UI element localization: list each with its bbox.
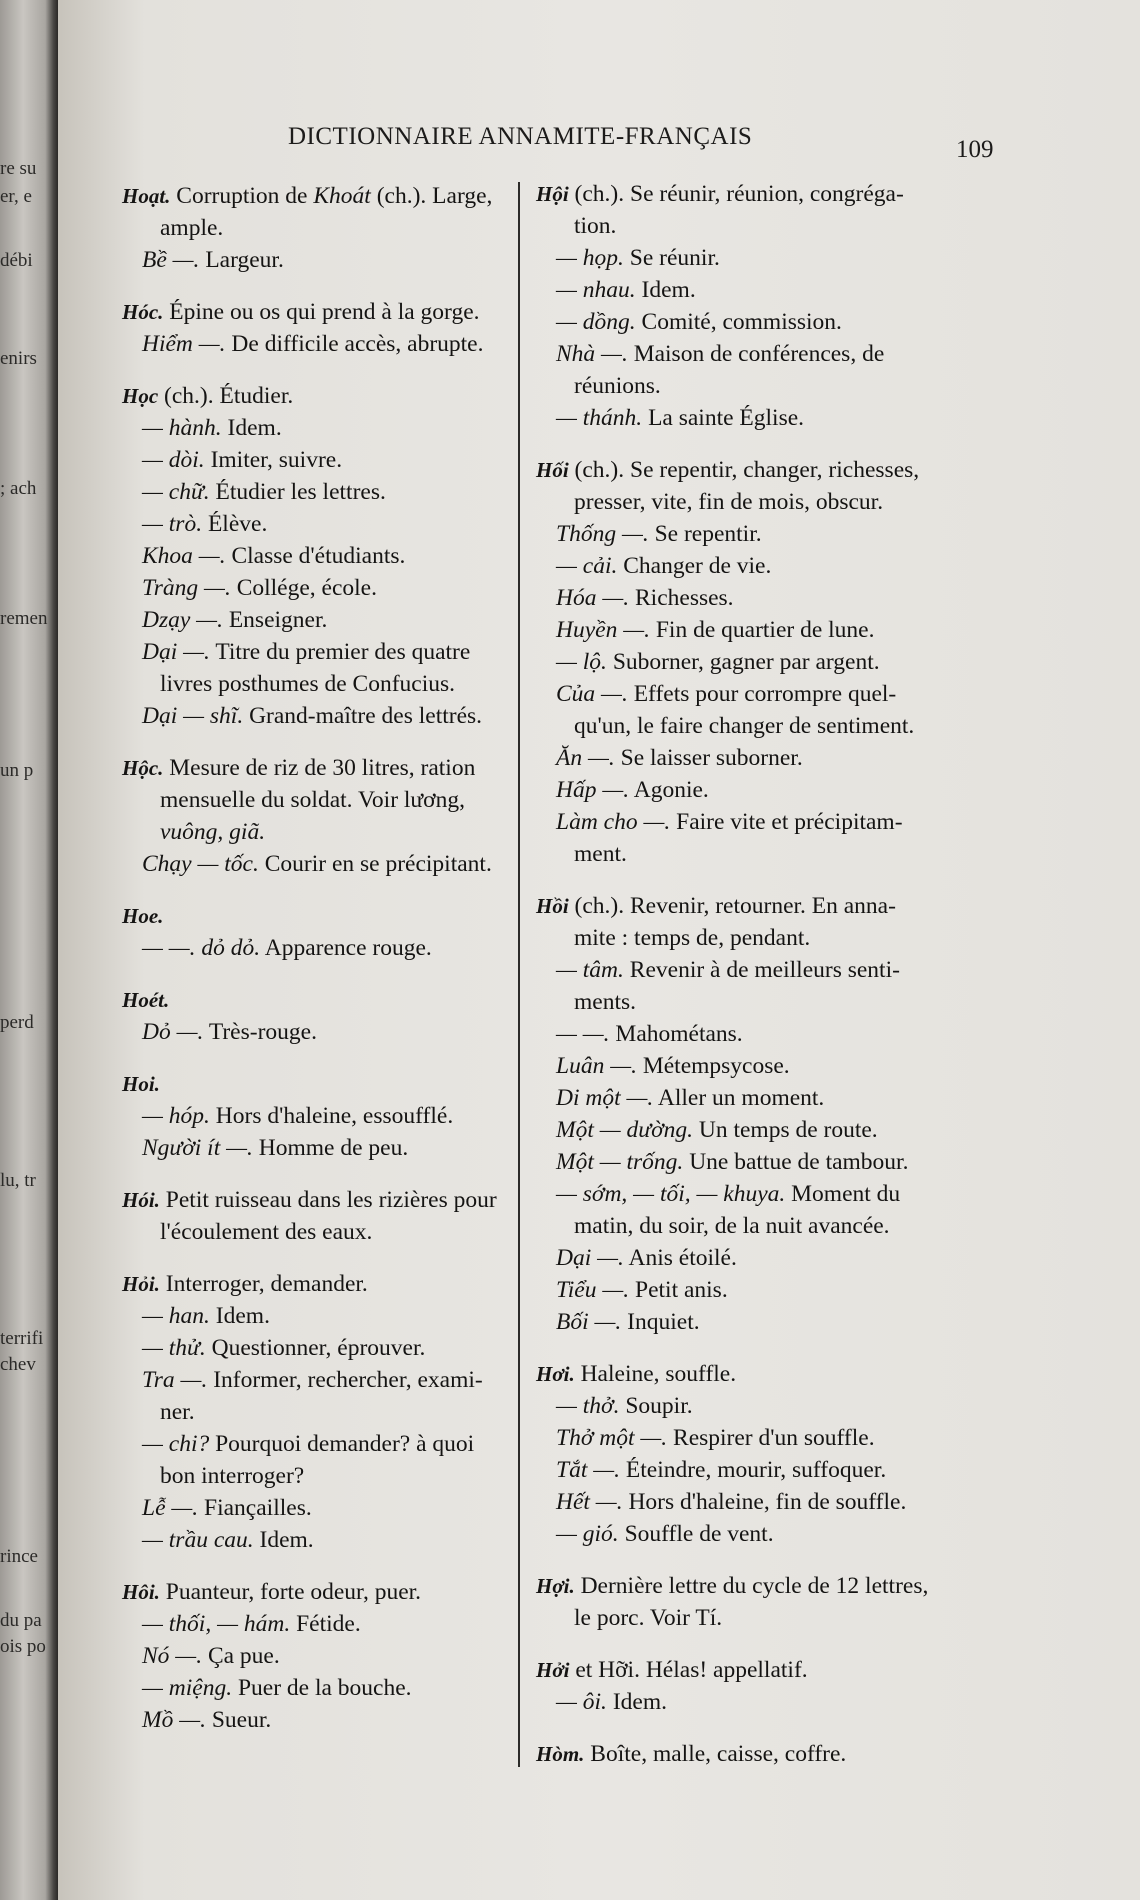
sub-entry-definition: Idem. — [215, 1303, 270, 1329]
sub-entry — [536, 338, 1046, 370]
entry-head-line: Hôi. Puanteur, forte odeur, puer. — [122, 1579, 422, 1605]
facing-page-fragment: du pa — [0, 1610, 42, 1631]
sub-entry — [122, 1100, 580, 1132]
sub-entry-definition: Fétide. — [296, 1611, 361, 1637]
headword: Hợi. — [536, 1574, 575, 1598]
sub-entry-definition: Largeur. — [205, 247, 284, 273]
facing-page-fragment: chev — [0, 1354, 36, 1375]
sub-entry-definition: De difficile accès, abrupte. — [231, 331, 484, 357]
sub-entry — [122, 1492, 580, 1524]
sub-entry — [122, 572, 580, 604]
headword: Hòm. — [536, 1742, 585, 1766]
sub-entry-definition: Aller un moment. — [657, 1085, 825, 1111]
sub-entry — [536, 1518, 1046, 1550]
facing-page-fragment: lu, tr — [0, 1170, 36, 1191]
sub-entry-word: Bề —. — [142, 247, 200, 273]
sub-entry-word: Luân —. — [556, 1053, 637, 1079]
sub-entry — [122, 1332, 580, 1364]
headword: Hoét. — [122, 988, 170, 1012]
sub-entry-continuation: matin, du soir, de la nuit avancée. — [574, 1213, 890, 1239]
definition-continuation: presser, vite, fin de mois, obscur. — [574, 489, 884, 515]
entry-head-line: Hói. Petit ruisseau dans les rizières pour — [122, 1187, 497, 1213]
sub-entry-word: Tắt —. — [556, 1457, 620, 1483]
sub-entry-word: Dại — shĩ. — [142, 703, 244, 729]
dictionary-entry — [536, 454, 1046, 870]
sub-entry-word: — hóp. — [142, 1103, 210, 1129]
sub-entry — [536, 1274, 1046, 1306]
facing-page-fragment: rince — [0, 1546, 38, 1567]
sub-entry-continuation: qu'un, le faire changer de sentiment. — [574, 713, 915, 739]
sub-entry-definition: Hors d'haleine, essoufflé. — [215, 1103, 454, 1129]
sub-entry — [122, 1704, 580, 1736]
sub-entry-word: — trầu cau. — [142, 1527, 254, 1553]
headword: Hóc. — [122, 300, 164, 324]
left-column — [122, 180, 580, 1756]
sub-entry-word: — —. dỏ dỏ. — [142, 935, 261, 961]
sub-entry — [536, 1146, 1046, 1178]
sub-entry — [536, 1422, 1046, 1454]
dictionary-entry — [122, 180, 580, 276]
sub-entry — [122, 1608, 580, 1640]
sub-entry — [536, 614, 1046, 646]
facing-page-fragment: débi — [0, 250, 33, 271]
sub-entry-definition: Enseigner. — [228, 607, 328, 633]
sub-entry-word: Tiểu —. — [556, 1277, 630, 1303]
sub-entry-definition: Inquiet. — [627, 1309, 700, 1335]
dictionary-entry — [536, 178, 1046, 434]
sub-entry-definition: Grand-maître des lettrés. — [249, 703, 483, 729]
sub-entry-definition: Petit anis. — [635, 1277, 728, 1303]
sub-entry-definition: Ça pue. — [207, 1643, 280, 1669]
sub-entry — [122, 636, 580, 668]
sub-entry-word: Làm cho —. — [556, 809, 671, 835]
sub-entry-definition: Métempsycose. — [642, 1053, 790, 1079]
sub-entry — [536, 646, 1046, 678]
sub-entry-word: — lộ. — [556, 649, 607, 675]
sub-entry-word: — tâm. — [556, 957, 624, 983]
sub-entry — [122, 244, 580, 276]
sub-entry-definition: Titre du premier des quatre — [215, 639, 471, 665]
sub-entry — [536, 1114, 1046, 1146]
sub-entry — [122, 444, 580, 476]
page-number: 109 — [956, 136, 994, 163]
sub-entry-definition: Richesses. — [635, 585, 734, 611]
sub-entry — [122, 932, 580, 964]
sub-entry — [122, 476, 580, 508]
sub-entry-definition: Classe d'étudiants. — [231, 543, 406, 569]
entry-head-line: Hối (ch.). Se repentir, changer, richesses, — [536, 457, 920, 483]
sub-entry-word: Chạy — tốc. — [142, 851, 259, 877]
sub-entry-definition: Imiter, suivre. — [210, 447, 343, 473]
sub-entry — [122, 1016, 580, 1048]
sub-entry-definition: Respirer d'un souffle. — [673, 1425, 875, 1451]
sub-entry — [536, 806, 1046, 838]
dictionary-entry — [536, 1358, 1046, 1550]
sub-entry-word: Một — dường. — [556, 1117, 693, 1143]
dictionary-entry — [122, 984, 580, 1048]
sub-entry — [122, 508, 580, 540]
dictionary-entry — [122, 1576, 580, 1736]
headword: Hói. — [122, 1188, 160, 1212]
sub-entry-word: Một — trống. — [556, 1149, 684, 1175]
sub-entry-word: — trò. — [142, 511, 203, 537]
sub-entry-word: Nhà —. — [556, 341, 628, 367]
right-column — [536, 178, 1046, 1790]
entry-head-line: Hởi et Hỡi. Hélas! appellatif. — [536, 1657, 808, 1683]
sub-entry — [536, 678, 1046, 710]
sub-entry-definition: Idem. — [612, 1689, 667, 1715]
sub-entry — [536, 1082, 1046, 1114]
sub-entry-definition: Homme de peu. — [258, 1135, 409, 1161]
sub-entry-definition: Collége, école. — [236, 575, 377, 601]
sub-entry — [122, 700, 580, 732]
entry-head-line: Hỏi. Interroger, demander. — [122, 1271, 368, 1297]
facing-page-fragment: terrifi — [0, 1328, 44, 1349]
sub-entry-definition: Questionner, éprouver. — [211, 1335, 426, 1361]
entry-head-line — [122, 900, 580, 932]
facing-page-fragment: re su — [0, 158, 37, 179]
sub-entry — [536, 1050, 1046, 1082]
sub-entry-word: — thối, — hám. — [142, 1611, 291, 1637]
entry-head-line: Hơi. Haleine, souffle. — [536, 1361, 737, 1387]
sub-entry-word: — chữ. — [142, 479, 210, 505]
sub-entry-definition: Idem. — [641, 277, 696, 303]
sub-entry-definition: Faire vite et précipitam- — [676, 809, 903, 835]
headword: Hởi — [536, 1658, 570, 1682]
sub-entry-definition: Une battue de tambour. — [689, 1149, 909, 1175]
sub-entry — [122, 1132, 580, 1164]
facing-page-edge — [0, 0, 58, 1900]
sub-entry-continuation: bon interroger? — [160, 1463, 305, 1489]
facing-page-fragment: enirs — [0, 348, 37, 369]
sub-entry-word: Dỏ —. — [142, 1019, 204, 1045]
headword: Hỏi. — [122, 1272, 160, 1296]
sub-entry — [536, 1454, 1046, 1486]
sub-entry-word: — ôi. — [556, 1689, 607, 1715]
sub-entry-word: Ăn —. — [556, 745, 615, 771]
sub-entry — [122, 604, 580, 636]
sub-entry — [536, 1178, 1046, 1210]
sub-entry — [536, 274, 1046, 306]
sub-entry — [536, 550, 1046, 582]
sub-entry-word: — han. — [142, 1303, 210, 1329]
sub-entry-definition: Fiançailles. — [204, 1495, 312, 1521]
sub-entry-word: — thở. — [556, 1393, 620, 1419]
definition-continuation: mite : temps de, pendant. — [574, 925, 811, 951]
sub-entry-definition: Moment du — [791, 1181, 901, 1207]
sub-entry-word: Hiểm —. — [142, 331, 226, 357]
sub-entry-definition: Idem. — [227, 415, 282, 441]
dictionary-entry — [122, 1268, 580, 1556]
sub-entry-definition: Pourquoi demander? à quoi — [215, 1431, 475, 1457]
entry-head-line: Hộc. Mesure de riz de 30 litres, ration — [122, 755, 476, 781]
sub-entry-definition: Informer, rechercher, exami- — [213, 1367, 483, 1393]
sub-entry-definition: Idem. — [259, 1527, 314, 1553]
sub-entry-definition: Anis étoilé. — [628, 1245, 737, 1271]
definition-continuation: tion. — [574, 213, 617, 239]
dictionary-entry — [536, 1738, 1046, 1770]
sub-entry — [122, 1364, 580, 1396]
sub-entry-definition: Sueur. — [211, 1707, 272, 1733]
sub-entry-definition: Soupir. — [625, 1393, 693, 1419]
headword: Hoạt. — [122, 184, 171, 208]
entry-head-line: Hợi. Dernière lettre du cycle de 12 lettres, — [536, 1573, 929, 1599]
sub-entry-word: — thánh. — [556, 405, 643, 431]
sub-entry — [536, 1486, 1046, 1518]
sub-entry-continuation: réunions. — [574, 373, 661, 399]
sub-entry — [536, 1390, 1046, 1422]
sub-entry — [536, 306, 1046, 338]
entry-head-line — [122, 984, 580, 1016]
sub-entry-continuation: ments. — [574, 989, 637, 1015]
entry-head-line: Học (ch.). Étudier. — [122, 383, 294, 409]
headword: Hôi. — [122, 1580, 160, 1604]
sub-entry — [122, 848, 580, 880]
sub-entry — [536, 582, 1046, 614]
sub-entry-word: Dại —. — [142, 639, 210, 665]
sub-entry-definition: Très-rouge. — [208, 1019, 317, 1045]
facing-page-fragment: remen — [0, 608, 48, 629]
dictionary-page — [58, 0, 1140, 1900]
facing-page-fragment: perd — [0, 1012, 34, 1033]
headword: Học — [122, 384, 159, 408]
sub-entry-definition: Apparence rouge. — [264, 935, 432, 961]
sub-entry — [536, 1242, 1046, 1274]
sub-entry-definition: Élève. — [207, 511, 268, 537]
sub-entry — [122, 1640, 580, 1672]
sub-entry-word: — —. — [556, 1021, 610, 1047]
sub-entry-definition: Comité, commission. — [641, 309, 842, 335]
sub-entry — [536, 518, 1046, 550]
sub-entry-word: — gió. — [556, 1521, 619, 1547]
sub-entry-word: Khoa —. — [142, 543, 226, 569]
sub-entry — [536, 954, 1046, 986]
sub-entry-word: Nó —. — [142, 1643, 203, 1669]
sub-entry-definition: Revenir à de meilleurs senti- — [629, 957, 900, 983]
sub-entry-word: Hấp —. — [556, 777, 630, 803]
sub-entry — [536, 742, 1046, 774]
sub-entry-word: — họp. — [556, 245, 624, 271]
sub-entry-continuation: ment. — [574, 841, 627, 867]
sub-entry — [536, 1018, 1046, 1050]
sub-entry — [536, 402, 1046, 434]
headword: Hoe. — [122, 904, 164, 928]
sub-entry-definition: Puer de la bouche. — [237, 1675, 412, 1701]
definition-continuation: ample. — [160, 215, 224, 241]
sub-entry-definition: Se réunir. — [629, 245, 720, 271]
definition-continuation: mensuelle du soldat. Voir lương, — [160, 787, 465, 813]
sub-entry-word: Lễ —. — [142, 1495, 199, 1521]
sub-entry-word: — hành. — [142, 415, 222, 441]
sub-entry-word: Thở một —. — [556, 1425, 668, 1451]
sub-entry — [536, 1306, 1046, 1338]
facing-page-fragment: ois po — [0, 1636, 46, 1657]
sub-entry-word: Người ít —. — [142, 1135, 253, 1161]
sub-entry-word: — miệng. — [142, 1675, 233, 1701]
facing-page-fragment: ; ach — [0, 478, 37, 499]
sub-entry-word: Hóa —. — [556, 585, 630, 611]
sub-entry-word: Di một —. — [556, 1085, 654, 1111]
sub-entry-definition: Souffle de vent. — [624, 1521, 774, 1547]
sub-entry-word: Huyền —. — [556, 617, 650, 643]
sub-entry-continuation: ner. — [160, 1399, 195, 1425]
sub-entry-word: Tra —. — [142, 1367, 208, 1393]
dictionary-entry — [122, 752, 580, 880]
dictionary-entry — [536, 890, 1046, 1338]
sub-entry-word: Dzạy —. — [142, 607, 223, 633]
entry-head-line: Hội (ch.). Se réunir, réunion, congréga- — [536, 181, 904, 207]
sub-entry-continuation: livres posthumes de Confucius. — [160, 671, 456, 697]
sub-entry-word: Của —. — [556, 681, 628, 707]
sub-entry-word: — nhau. — [556, 277, 636, 303]
definition-continuation: l'écoulement des eaux. — [160, 1219, 373, 1245]
headword: Hội — [536, 182, 569, 206]
sub-entry-word: — chi? — [142, 1431, 210, 1457]
sub-entry — [536, 242, 1046, 274]
dictionary-entry — [122, 296, 580, 360]
sub-entry-word: Dại —. — [556, 1245, 624, 1271]
dictionary-entry — [122, 900, 580, 964]
sub-entry-definition: Maison de conférences, de — [633, 341, 885, 367]
entry-head-line — [122, 1068, 580, 1100]
dictionary-entry — [122, 1068, 580, 1164]
entry-head-line: Hòm. Boîte, malle, caisse, coffre. — [536, 1741, 847, 1767]
sub-entry-word: — dòi. — [142, 447, 205, 473]
sub-entry-word: Tràng —. — [142, 575, 231, 601]
sub-entry-word: Bối —. — [556, 1309, 622, 1335]
sub-entry-definition: Effets pour corrompre quel- — [633, 681, 897, 707]
sub-entry-word: Thống —. — [556, 521, 649, 547]
definition-continuation: le porc. Voir Tí. — [574, 1605, 723, 1631]
sub-entry-definition: Hors d'haleine, fin de souffle. — [628, 1489, 907, 1515]
sub-entry-definition: Courir en se précipitant. — [264, 851, 492, 877]
sub-entry — [122, 540, 580, 572]
sub-entry-word: — thử. — [142, 1335, 206, 1361]
sub-entry — [122, 1672, 580, 1704]
sub-entry-definition: Suborner, gagner par argent. — [612, 649, 880, 675]
sub-entry-definition: Mahométans. — [615, 1021, 743, 1047]
dictionary-entry — [536, 1570, 1046, 1634]
entry-head-line: Hồi (ch.). Revenir, retourner. En anna- — [536, 893, 896, 919]
entry-head-line: Hóc. Épine ou os qui prend à la gorge. — [122, 299, 480, 325]
dictionary-entry — [122, 380, 580, 732]
sub-entry-word: — dồng. — [556, 309, 636, 335]
sub-entry-word: Mồ —. — [142, 1707, 206, 1733]
sub-entry-definition: La sainte Église. — [648, 405, 805, 431]
headword: Hơi. — [536, 1362, 575, 1386]
dictionary-entry — [122, 1184, 580, 1248]
sub-entry — [122, 328, 580, 360]
sub-entry-definition: Étudier les lettres. — [215, 479, 386, 505]
headword: Hồi — [536, 894, 569, 918]
sub-entry — [122, 412, 580, 444]
facing-page-fragment: er, e — [0, 186, 32, 207]
sub-entry-definition: Agonie. — [633, 777, 709, 803]
facing-page-fragment: un p — [0, 760, 34, 781]
sub-entry — [122, 1524, 580, 1556]
page-title: DICTIONNAIRE ANNAMITE-FRANÇAIS — [288, 123, 753, 150]
sub-entry-word: — cải. — [556, 553, 618, 579]
sub-entry-definition: Fin de quartier de lune. — [655, 617, 875, 643]
sub-entry — [122, 1428, 580, 1460]
sub-entry-word: — sớm, — tối, — khuya. — [556, 1181, 786, 1207]
entry-head-line: Hoạt. Corruption de Khoát (ch.). Large, — [122, 183, 493, 209]
headword: Hộc. — [122, 756, 164, 780]
sub-entry-definition: Se laisser suborner. — [620, 745, 803, 771]
sub-entry-definition: Se repentir. — [654, 521, 762, 547]
sub-entry — [536, 1686, 1046, 1718]
sub-entry-word: Hết —. — [556, 1489, 623, 1515]
headword: Hoi. — [122, 1072, 160, 1096]
definition-continuation: vuông, giã. — [160, 819, 266, 845]
sub-entry — [122, 1300, 580, 1332]
sub-entry — [536, 774, 1046, 806]
sub-entry-definition: Un temps de route. — [698, 1117, 878, 1143]
sub-entry-definition: Éteindre, mourir, suffoquer. — [625, 1457, 887, 1483]
sub-entry-definition: Changer de vie. — [623, 553, 772, 579]
dictionary-entry — [536, 1654, 1046, 1718]
reference-word: Khoát — [313, 183, 371, 209]
headword: Hối — [536, 458, 569, 482]
